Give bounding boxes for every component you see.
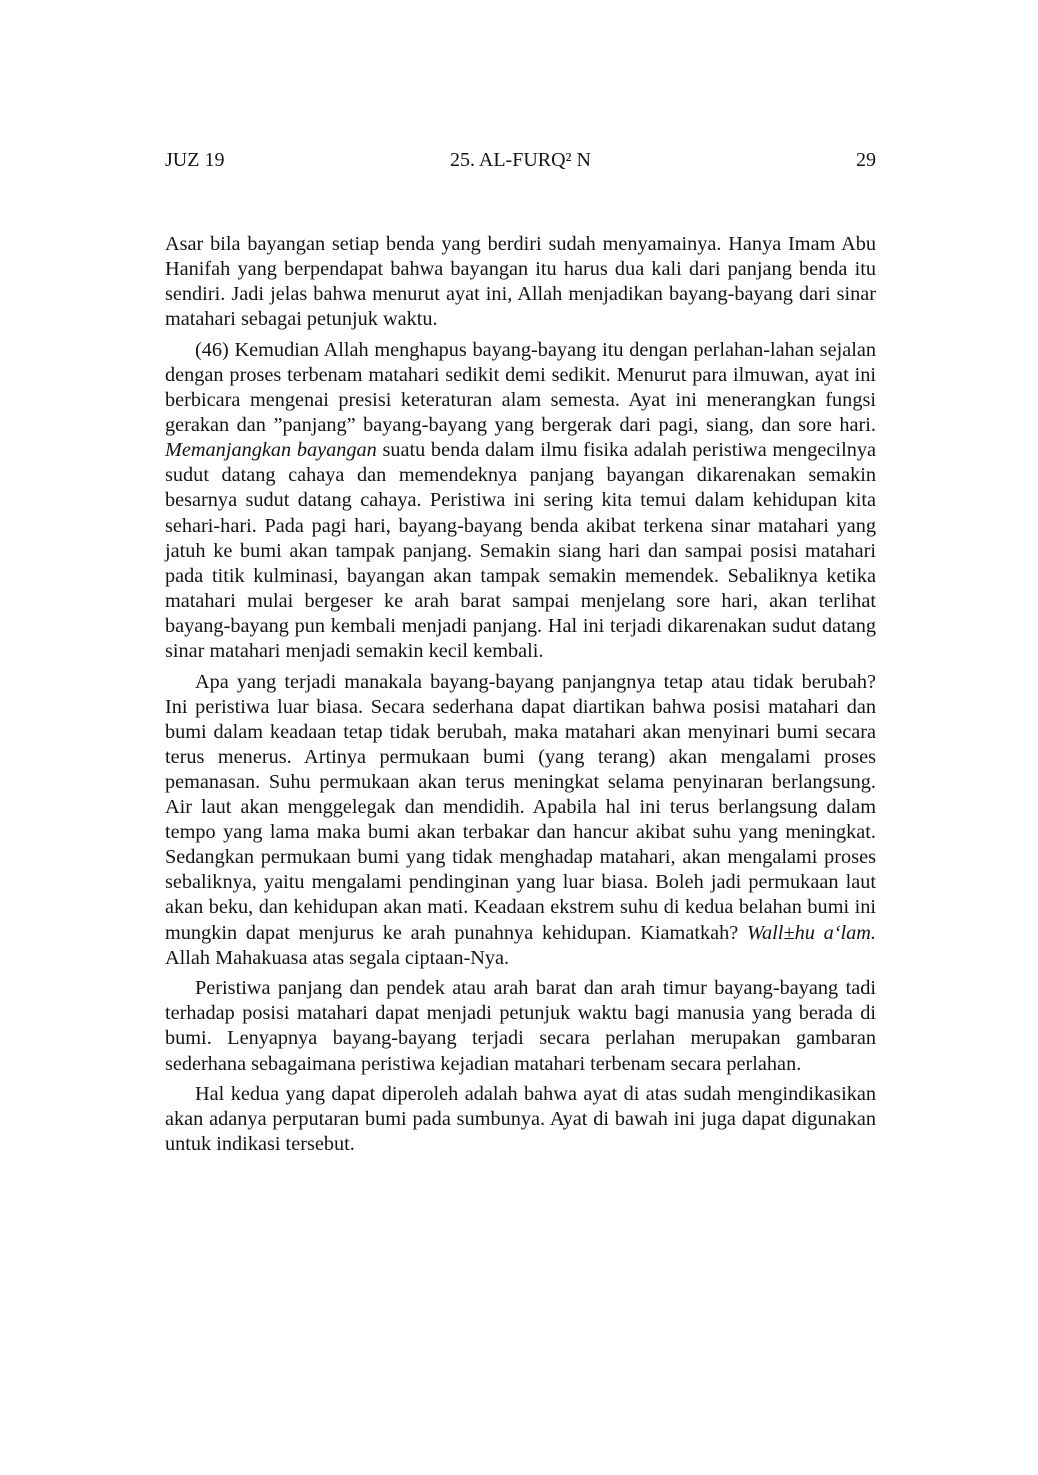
page-number: 29	[856, 149, 876, 171]
body-text	[165, 232, 876, 1163]
paragraph-5: Hal kedua yang dapat diperoleh adalah bahwa ayat di atas sudah mengindikasikan akan adanya perputaran bumi pada sumbunya. Ayat di bawah ini juga dapat digunakan untuk indikasi tersebut.	[165, 1083, 876, 1156]
paragraph-3-part-b: Allah Mahakuasa atas segala ciptaan-Nya.	[165, 946, 510, 969]
paragraph-4: Peristiwa panjang dan pendek atau arah barat dan arah timur bayang-bayang tadi terhadap posisi matahari dapat menjadi petunjuk waktu bagi manusia yang berada di bumi. Lenyapnya bayang-bayang terjadi secara perlahan merupakan gambaran sederhana sebagaimana peristiwa kejadian matahari terbenam secara perlahan.	[165, 977, 876, 1075]
paragraph-2	[165, 338, 876, 664]
surah-title: 25. AL-FURQ² N	[449, 149, 591, 171]
paragraph-3-part-a: Apa yang terjadi manakala bayang-bayang panjangnya tetap atau tidak berubah? Ini peristiwa luar biasa. Secara sederhana dapat diartikan bahwa posisi matahari dan bumi dalam keadaan tetap tidak berubah, maka matahari akan menyinari bumi secara terus menerus. Artinya permukaan bumi (yang terang) akan mengalami proses pemanasan. Suhu permukaan akan terus meningkat selama penyinaran berlangsung. Air laut akan menggelegak dan mendidih. Apabila hal ini terus berlangsung dalam tempo yang lama maka bumi akan terbakar dan hancur akibat suhu yang meningkat. Sedangkan permukaan bumi yang tidak menghadap matahari, akan mengalami proses sebaliknya, yaitu mengalami pendinginan yang luar biasa. Boleh jadi permukaan laut akan beku, dan kehidupan akan mati. Keadaan ekstrem suhu di kedua belahan bumi ini mungkin dapat menjurus ke arah punahnya kehidupan. Kiamatkah?	[165, 670, 876, 944]
paragraph-2-part-b: suatu benda dalam ilmu fisika adalah peristiwa mengecilnya sudut datang cahaya dan memendeknya panjang bayangan dikarenakan semakin besarnya sudut datang cahaya. Peristiwa ini sering kita temui dalam kehidupan kita sehari-hari. Pada pagi hari, bayang-bayang benda akibat terkena sinar matahari yang jatuh ke bumi akan tampak panjang. Semakin siang hari dan sampai posisi matahari pada titik kulminasi, bayangan akan tampak semakin memendek. Sebaliknya ketika matahari mulai bergeser ke arah barat sampai menjelang sore hari, akan terlihat bayang-bayang pun kembali menjadi panjang. Hal ini terjadi dikarenakan sudut datang sinar matahari menjadi semakin kecil kembali.	[165, 439, 876, 662]
paragraph-2-italic-term: Memanjangkan bayangan	[165, 439, 377, 462]
paragraph-3-italic-term: Wall±hu a‘lam.	[747, 921, 876, 944]
paragraph-1: Asar bila bayangan setiap benda yang berdiri sudah menyamainya. Hanya Imam Abu Hanifah yang berpendapat bahwa bayangan itu harus dua kali dari panjang benda itu sendiri. Jadi jelas bahwa menurut ayat ini, Allah menjadikan bayang-bayang dari sinar matahari sebagai petunjuk waktu.	[165, 233, 876, 331]
running-header	[165, 146, 876, 174]
paragraph-3	[165, 670, 876, 971]
paragraph-2-part-a: (46) Kemudian Allah menghapus bayang-bayang itu dengan perlahan-lahan sejalan dengan proses terbenam matahari sedikit demi sedikit. Menurut para ilmuwan, ayat ini berbicara mengenai presisi keteraturan alam semesta. Ayat ini menerangkan fungsi gerakan dan ”panjang” bayang-bayang yang bergerak dari pagi, siang, dan sore hari.	[165, 338, 876, 437]
juz-label: JUZ 19	[165, 149, 225, 171]
